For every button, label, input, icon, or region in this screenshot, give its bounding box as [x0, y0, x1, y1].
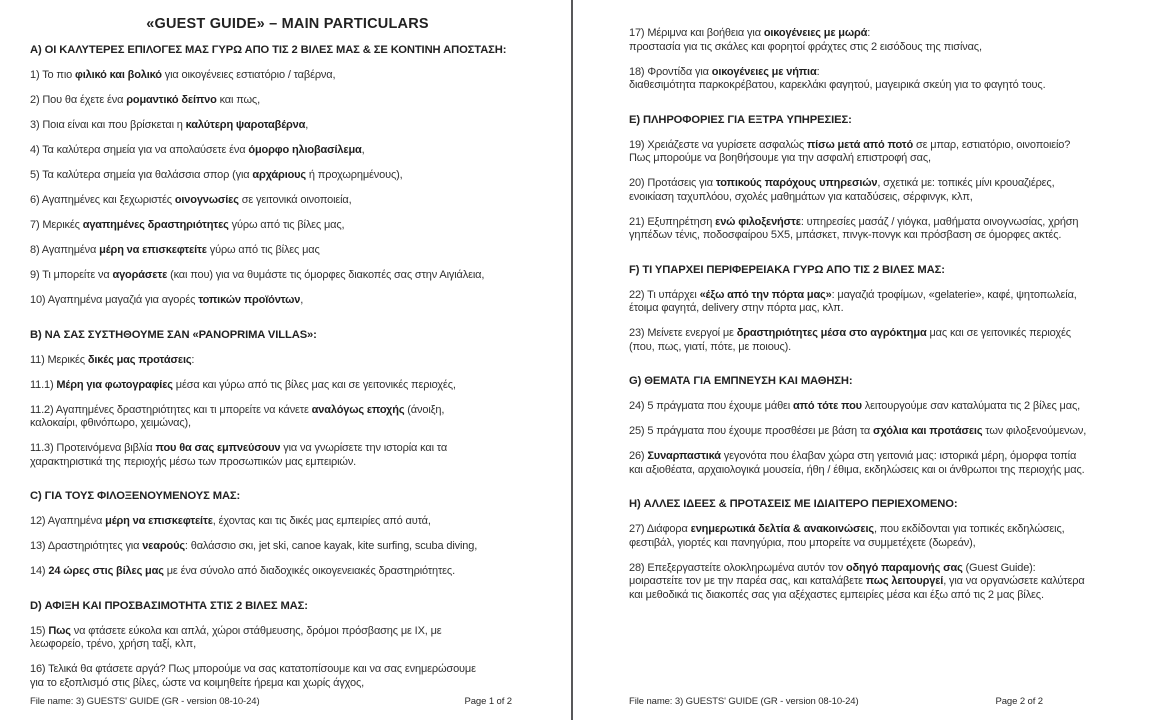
- list-item: 20) Προτάσεις για τοπικούς παρόχους υπηρεσιών, σχετικά με: τοπικές μίνι κρουαζιέρες, ενοικίαση ταχυπλόου, σχολές μαθημάτων για καταδύσεις, σέρφινγκ, κλπ,: [629, 177, 1055, 203]
- list-item: 28) Επεξεργαστείτε ολοκληρωμένα αυτόν τον οδηγό παραμονής σας (Guest Guide): μοιραστείτε τον με την παρέα σας, και καταλάβετε πως λειτουργεί, για να οργανώσετε καλύτερα και μεθοδικά τις διακοπές σας για αξέχαστες εμπειρίες μέσα και έξω από τις 2 μας βίλες.: [629, 561, 1085, 601]
- page-2-footer: [629, 696, 1043, 707]
- list-item: 16) Τελικά θα φτάσετε αργά? Πως μπορούμε να σας κατατοπίσουμε και να σας ενημερώσουμε για το εξοπλισμό στις βίλες, ώστε να κοιμηθείτε ήρεμα και χωρίς άγχος,: [30, 663, 476, 689]
- section-heading: D) ΑΦΙΞΗ ΚΑΙ ΠΡΟΣΒΑΣΙΜΟΤΗΤΑ ΣΤΙΣ 2 ΒΙΛΕΣ ΜΑΣ:: [30, 599, 308, 612]
- document-section: [629, 264, 1122, 355]
- list-item: 10) Αγαπημένα μαγαζιά για αγορές τοπικών προϊόντων,: [30, 294, 304, 306]
- document-section: [30, 600, 545, 691]
- list-item: 14) 24 ώρες στις βίλες μας με ένα σύνολο από διαδοχικές οικογενειακές δραστηριότητες.: [30, 565, 455, 577]
- list-item: 12) Αγαπημένα μέρη να επισκεφτείτε, έχοντας και τις δικές μας εμπειρίες από αυτά,: [30, 515, 431, 527]
- list-item: 11) Μερικές δικές μας προτάσεις:: [30, 353, 195, 366]
- section-heading: B) ΝΑ ΣΑΣ ΣΥΣΤΗΘΟΥΜΕ ΣΑΝ «PANOPRIMA VILLAS»:: [30, 328, 317, 341]
- section-heading: A) ΟΙ ΚΑΛΥΤΕΡΕΣ ΕΠΙΛΟΓΕΣ ΜΑΣ ΓΥΡΩ ΑΠΟ ΤΙΣ 2 ΒΙΛΕΣ ΜΑΣ & ΣΕ ΚΟΝΤΙΝΗ ΑΠΟΣΤΑΣΗ:: [30, 44, 507, 56]
- list-item: 11.3) Προτεινόμενα βιβλία που θα σας εμπνεύσουν για να γνωρίσετε την ιστορία και τα χαρακτηριστικά της περιοχής μέσω των προσωπικών μας εμπειριών.: [30, 442, 448, 468]
- list-item: 21) Εξυπηρέτηση ενώ φιλοξενήστε: υπηρεσίες μασάζ / γιόγκα, μαθήματα οινογνωσίας, χρήση γηπέδων τένις, ποδοσφαίρου 5Χ5, μπάσκετ, πινγκ-πονγκ και πρόσβαση σε όμορφες ακτές.: [629, 215, 1079, 241]
- list-item: 18) Φροντίδα για οικογένειες με νήπια: διαθεσιμότητα παρκοκρέβατου, καρεκλάκι φαγητού, μαγειρικά σκεύη για το φαγητό τους.: [629, 65, 1046, 91]
- list-item: 7) Μερικές αγαπημένες δραστηριότητες γύρω από τις βίλες μας,: [30, 219, 345, 231]
- document-section: [30, 44, 545, 308]
- list-item: 15) Πως να φτάσετε εύκολα και απλά, χώροι στάθμευσης, δρόμοι πρόσβασης με ΙΧ, με λεωφορείο, τρένο, χρήση ταξί, κλπ,: [30, 624, 442, 650]
- list-item: 4) Τα καλύτερα σημεία για να απολαύσετε ένα όμορφο ηλιοβασίλεμα,: [30, 144, 365, 156]
- list-item: 19) Χρειάζεστε να γυρίσετε ασφαλώς πίσω μετά από ποτό σε μπαρ, εστιατόριο, οινοποιείο? Πως μπορούμε να βοηθήσουμε για την ασφαλή επιστροφή σας,: [629, 138, 1071, 164]
- list-item: 2) Που θα έχετε ένα ρομαντικό δείπνο και πως,: [30, 94, 260, 106]
- footer-page-number: Page 2 of 2: [995, 696, 1043, 707]
- list-item: 3) Ποια είναι και που βρίσκεται η καλύτερη ψαροταβέρνα,: [30, 119, 309, 131]
- document-section: [629, 27, 1122, 93]
- document-section: [629, 375, 1122, 477]
- list-item: 27) Διάφορα ενημερωτικά δελτία & ανακοινώσεις, που εκδίδονται για τοπικές εκδηλώσεις, φεστιβάλ, γιορτές και πανηγύρια, που μπορείτε να συμμετέχετε (δωρεάν),: [629, 523, 1065, 549]
- page-1: [0, 0, 571, 720]
- document-section: [30, 490, 545, 579]
- document-title: «GUEST GUIDE» – MAIN PARTICULARS: [146, 16, 429, 32]
- list-item: 1) Το πιο φιλικό και βολικό για οικογένειες εστιατόριο / ταβέρνα,: [30, 69, 336, 81]
- page-2-sections: [629, 27, 1122, 602]
- section-heading: F) ΤΙ ΥΠΑΡΧΕΙ ΠΕΡΙΦΕΡΕΙΑΚΑ ΓΥΡΩ ΑΠΟ ΤΙΣ 2 ΒΙΛΕΣ ΜΑΣ:: [629, 263, 945, 276]
- footer-page-number: Page 1 of 2: [464, 696, 512, 707]
- document-section: [30, 329, 545, 470]
- list-item: 13) Δραστηριότητες για νεαρούς: θαλάσσιο σκι, jet ski, canoe kayak, kite surfing, scuba diving,: [30, 540, 478, 552]
- section-heading: G) ΘΕΜΑΤΑ ΓΙΑ ΕΜΠΝΕΥΣΗ ΚΑΙ ΜΑΘΗΣΗ:: [629, 375, 853, 387]
- document-section: [629, 498, 1122, 602]
- section-heading: E) ΠΛΗΡΟΦΟΡΙΕΣ ΓΙΑ ΕΞΤΡΑ ΥΠΗΡΕΣΙΕΣ:: [629, 113, 852, 126]
- section-heading: H) ΑΛΛΕΣ ΙΔΕΕΣ & ΠΡΟΤΑΣΕΙΣ ΜΕ ΙΔΙΑΙΤΕΡΟ ΠΕΡΙΕΧΟΜΕΝΟ:: [629, 498, 958, 510]
- page-1-sections: [30, 44, 545, 690]
- list-item: 11.2) Αγαπημένες δραστηριότητες και τι μπορείτε να κάνετε αναλόγως εποχής (άνοιξη, καλοκαίρι, φθινόπωρο, χειμώνας),: [30, 403, 445, 429]
- page-2: [573, 0, 1152, 720]
- document-section: [629, 114, 1122, 243]
- list-item: 25) 5 πράγματα που έχουμε προσθέσει με βάση τα σχόλια και προτάσεις των φιλοξενούμενων,: [629, 425, 1087, 437]
- list-item: 6) Αγαπημένες και ξεχωριστές οινογνωσίες σε γειτονικά οινοποιεία,: [30, 194, 352, 206]
- list-item: 11.1) Μέρη για φωτογραφίες μέσα και γύρω από τις βίλες μας και σε γειτονικές περιοχές,: [30, 378, 456, 391]
- list-item: 22) Τι υπάρχει «έξω από την πόρτα μας»: μαγαζιά τροφίμων, «gelaterie», καφέ, ψητοπωλεία, έτοιμα φαγητά, delivery στην πόρτα μας, κλπ.: [629, 288, 1077, 314]
- footer-filename: File name: 3) GUESTS' GUIDE (GR - version 08-10-24): [629, 696, 859, 707]
- list-item: 23) Μείνετε ενεργοί με δραστηριότητες μέσα στο αγρόκτημα μας και σε γειτονικές περιοχές (που, πως, γιατί, πότε, με ποιους).: [629, 327, 1071, 353]
- list-item: 8) Αγαπημένα μέρη να επισκεφτείτε γύρω από τις βίλες μας: [30, 244, 320, 256]
- list-item: 26) Συναρπαστικά γεγονότα που έλαβαν χώρα στη γειτονιά μας: ιστορικά μέρη, όμορφα τοπία και αξιοθέατα, αρχαιολογικά μουσεία, ήθη / έθιμα, εκδηλώσεις και οι άνθρωποι της περιοχής μας.: [629, 450, 1085, 476]
- page-1-footer: [30, 696, 512, 707]
- list-item: 17) Μέριμνα και βοήθεια για οικογένειες με μωρά: προστασία για τις σκάλες και φορητοί φράχτες στις 2 εισόδους της πισίνας,: [629, 27, 982, 53]
- section-heading: C) ΓΙΑ ΤΟΥΣ ΦΙΛΟΞΕΝΟΥΜΕΝΟΥΣ ΜΑΣ:: [30, 490, 241, 502]
- list-item: 5) Τα καλύτερα σημεία για θαλάσσια σπορ (για αρχάριους ή προχωρημένους),: [30, 169, 403, 181]
- list-item: 9) Τι μπορείτε να αγοράσετε (και που) για να θυμάστε τις όμορφες διακοπές σας στην Αιγιάλεια,: [30, 269, 485, 281]
- list-item: 24) 5 πράγματα που έχουμε μάθει από τότε που λειτουργούμε σαν καταλύματα τις 2 βίλες μας,: [629, 400, 1081, 412]
- footer-filename: File name: 3) GUESTS' GUIDE (GR - version 08-10-24): [30, 696, 260, 707]
